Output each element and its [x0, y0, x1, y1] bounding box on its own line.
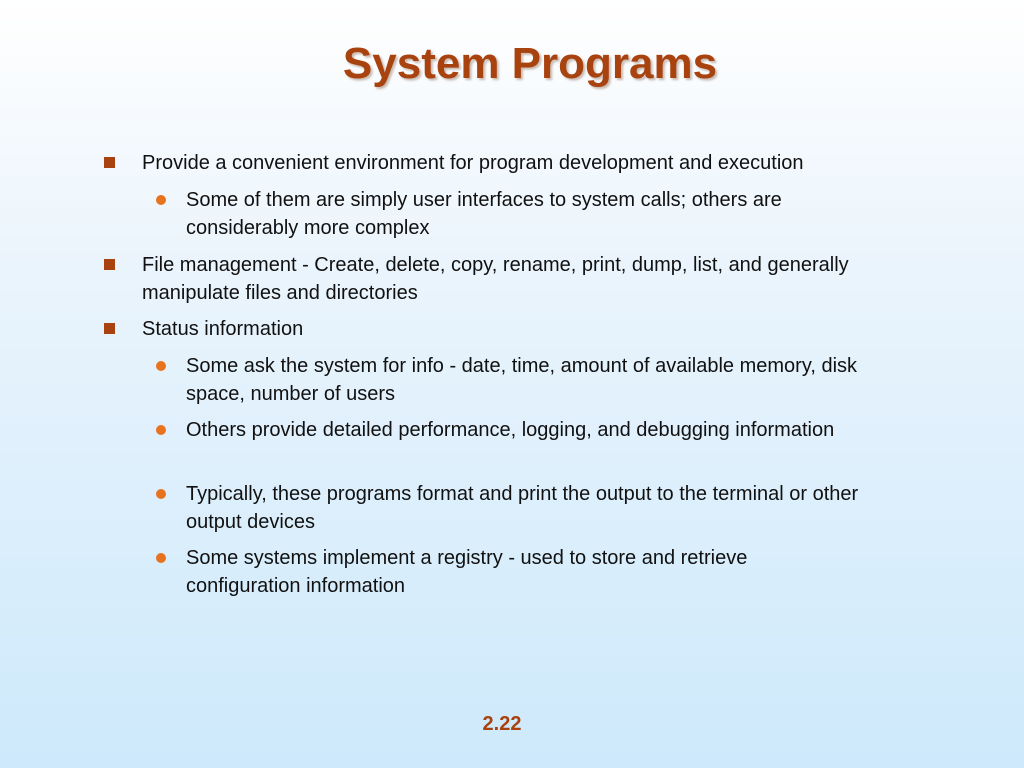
bullet-text: File management - Create, delete, copy, rename, print, dump, list, and generally manipulate files and directories: [142, 254, 849, 304]
dot-bullet-icon: [156, 489, 166, 499]
bullet-text: Some of them are simply user interfaces to system calls; others are considerably more complex: [186, 189, 782, 239]
sub-bullet-item: [186, 352, 916, 408]
bullet-text: Some systems implement a registry - used to store and retrieve configuration information: [186, 547, 748, 597]
slide-title: System Programs: [342, 39, 718, 88]
dot-bullet-icon: [156, 553, 166, 563]
bullet-text: Provide a convenient environment for program development and execution: [142, 152, 804, 174]
square-bullet-icon: [104, 323, 115, 334]
dot-bullet-icon: [156, 361, 166, 371]
dot-bullet-icon: [156, 195, 166, 205]
sub-bullet-item: [186, 416, 846, 444]
bullet-item: [142, 315, 922, 343]
bullet-text: Typically, these programs format and print the output to the terminal or other output devices: [186, 483, 859, 533]
sub-bullet-item: [186, 480, 906, 536]
square-bullet-icon: [104, 259, 115, 270]
bullet-text: Status information: [142, 318, 304, 340]
square-bullet-icon: [104, 157, 115, 168]
bullet-text: Others provide detailed performance, logging, and debugging information: [186, 419, 835, 441]
bullet-text: Some ask the system for info - date, time, amount of available memory, disk space, number of users: [186, 355, 858, 405]
sub-bullet-item: [186, 544, 866, 600]
page-number: 2.22: [482, 713, 522, 735]
sub-bullet-item: [186, 186, 886, 242]
bullet-item: [142, 149, 922, 177]
dot-bullet-icon: [156, 425, 166, 435]
bullet-item: [142, 251, 862, 307]
